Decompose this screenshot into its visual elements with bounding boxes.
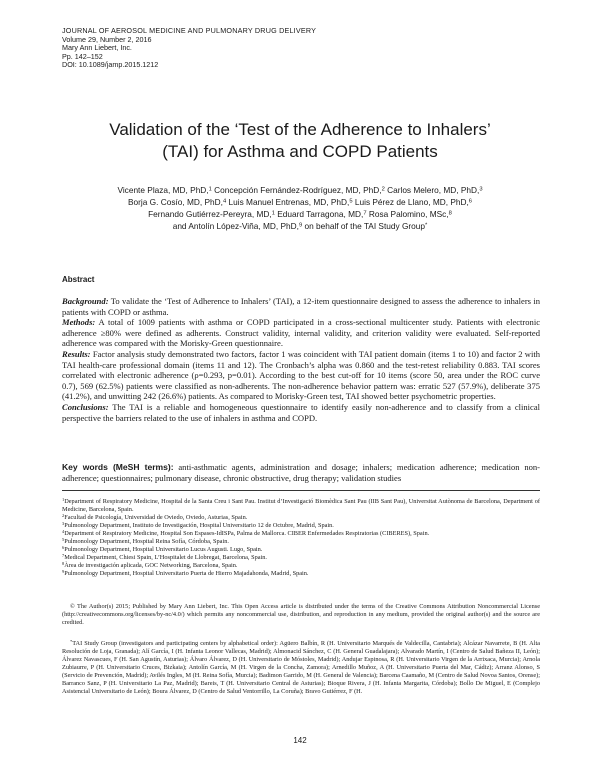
author-affiliation-sup: 1 [208,186,212,193]
abstract-body [62,296,540,423]
section-label: Methods: [62,317,96,328]
study-group-marker: * [425,222,428,229]
affiliation-text: Pulmonology Department, Hospital Reina Sofía, Córdoba, Spain. [64,538,229,546]
author-affiliation-sup: 7 [363,210,367,217]
section-text: The TAI is a reliable and homogeneous questionnaire to identify easily non-adherence and to classify from a clinical perspective the barriers related to the use of inhalers in asthma and COPD. [62,401,540,423]
author-line-4 [70,220,530,232]
author-name: Luis Manuel Entrenas, MD, PhD, [226,197,350,208]
section-text: To validate the ‘Test of Adherence to Inhalers’ (TAI), a 12-item questionnaire designed to assess the adherence to inhalers in patients with COPD or asthma. [62,296,540,317]
affiliation-sup: 5 [62,537,65,543]
author-name: Eduard Tarragona, MD, [274,209,364,220]
footnote-divider [62,490,540,491]
study-group-text: TAI Study Group (investigators and participating centers by alphabetical order): Agüero Balbín, R (H. Universitario Marqués de Valdecilla, Cantabria); Alcázar Navarrete, B (H. Alta Resolución de Loja, Granada); Alí García, I (H. Infanta Leonor Vallecas, Madrid); Almonacid Sánchez, C (H. General Guadalajara); Alvarado Martín, I (Centro de Salud Bañeza II, León); Álvarez Navascues, F (H. San Agustín, Asturias); Álvaro Álvarez, D (H. Universitario de Móstoles, Madrid); Andujar Espinosa, R (H. Universitario Virgen de la Arrixaca, Murcia); Arnola Zubiaurre, P (H. Universitario Cruces, Bizkaia); Antolín García, M (H. Virgen de la Concha, Zamora); Arnedillo Muñoz, A (H. Universitario Puerta del Mar, Cádiz); Arranz Alonso, S (Servicio de Prevención, Madrid); Avilés Ingles, M (H. Reina Sofía, Murcia); Badimon Garrido, M (H. General de Valencia); Barcena Caamaño, M (Centro de Salud Novoa Santos, Orense); Barranco Sanz, P (H. Universitario La Paz, Madrid); Bareis, T (H. Universitario Central de Asturias); Bioque Rivera, J (H. Infanta Margarita, Córdoba); Bollo De Miguel, E (Complejo Asistencial Universitario de León); Boura Álvarez, D (Centro de Salud Ventorrillo, La Coruña); Bravo Gutiérrez, F (H. [62,640,540,696]
keywords-text: anti-asthmatic agents, administration and dosage; inhalers; medication adherence; medication non-adherence; questionnaires; pulmonary disease, chronic obstructive, drug therapy; validation studies [62,462,540,483]
journal-volume: Volume 29, Number 2, 2016 [62,34,152,44]
journal-name: JOURNAL OF AEROSOL MEDICINE AND PULMONARY DRUG DELIVERY [62,26,317,35]
author-affiliation-sup: 8 [448,210,452,217]
section-label: Background: [62,296,109,306]
author-affiliation-sup: 2 [381,186,385,193]
affiliation-sup: 9 [62,569,65,575]
author-name: Borja G. Cosío, MD, PhD, [127,197,223,208]
author-name: Vicente Plaza, MD, PhD, [117,185,209,195]
author-name: Concepción Fernández-Rodríguez, MD, PhD, [211,185,382,195]
abstract-conclusions [62,402,540,423]
author-affiliation-sup: 9 [298,222,303,229]
author-affiliation-sup: 3 [479,186,483,193]
title-line-2: (TAI) for Asthma and COPD Patients [162,142,438,161]
affiliations [62,498,540,578]
author-line-2 [70,196,530,208]
affiliation-sup: 7 [62,553,65,559]
affiliation-item [62,514,540,522]
title-line-1: Validation of the ‘Test of the Adherence to Inhalers’ [109,120,491,139]
keywords [62,462,540,483]
abstract-heading: Abstract [62,275,95,284]
author-name: Rosa Palomino, MSc, [366,209,449,220]
study-group-marker: * [70,639,73,645]
affiliation-text: Pulmonology Department, Instituto de Investigación, Hospital Universitario 12 de Octubre, Madrid, Spain. [64,522,334,530]
author-affiliation-sup: 6 [468,198,473,205]
author-name: Luis Pérez de Llano, MD, PhD, [352,197,469,208]
affiliation-text: Department of Respiratory Medicine, Hospital de la Santa Creu i Sant Pau. Institut d’Investigació Biomèdica Sant Pau (IIB Sant Pau), Universitat Autònoma de Barcelona, Department of Medicine, Barcelona, Spain. [62,498,540,514]
abstract-background [62,296,540,317]
abstract-methods [62,317,540,349]
affiliation-text: Àrea de investigación aplicada, GOC Networking, Barcelona, Spain. [64,562,238,570]
journal-header [62,27,316,70]
study-group-credit: on behalf of the TAI Study Group [302,221,426,232]
section-label: Results: [62,348,91,359]
article-title [60,119,540,163]
author-name: and Antolín López-Viña, MD, PhD, [172,221,299,232]
author-list [70,184,530,232]
journal-publisher: Mary Ann Liebert, Inc. [62,43,132,53]
affiliation-sup: 1 [62,497,65,503]
affiliation-sup: 4 [62,529,65,535]
section-label: Conclusions: [62,401,109,412]
section-text: Factor analysis study demonstrated two factors, factor 1 was coincident with TAI patient domain (items 1 to 10) and factor 2 with TAI health-care professional domain (items 11 and 12). The Cronbach’s alpha was 0.860 and the test-retest reliability 0.883. TAI scores correlated with electronic adherence (ρ=0.293, p=0.01). According to the best cut-off for 10 items (score 50, area under the ROC curve 0.7), 569 (62.5%) patients were classified as non-adherents. The non-adherence behavior pattern was: erratic 527 (57.9%), deliberate 375 (41.2%), and unwitting 242 (26.6%) patients. As compared to Morisky-Green test, TAI showed better psychometric properties. [62,348,540,402]
author-name: Fernando Gutiérrez-Pereyra, MD, [148,209,272,220]
journal-doi: DOI: 10.1089/jamp.2015.1212 [62,60,159,70]
affiliation-sup: 8 [62,561,65,567]
keywords-label: Key words (MeSH terms): [62,462,174,472]
section-text: A total of 1009 patients with asthma or COPD participated in a cross-sectional multicenter study. Patients with electronic adherence ≥80% were defined as adherents. Construct validity, internal validity, and criterion validity were evaluated. Self-reported adherence was compared with the Morisky-Green questionnaire. [62,317,540,349]
affiliation-text: Pulmonology Department, Hospital Universitario Lucus Augusti. Lugo, Spain. [64,546,263,554]
page-number: 142 [293,736,307,745]
affiliation-item [62,522,540,530]
license-statement: © The Author(s) 2015; Published by Mary Ann Liebert, Inc. This Open Access article is distributed under the terms of the Creative Commons Attribution Noncommercial License (http://creativecommons.org/licenses/by-nc/4.0/) which permits any noncommercial use, distribution, and reproduction in any medium, provided the original author(s) and the source are credited. [62,603,540,627]
author-name: Carlos Melero, MD, PhD, [384,185,480,195]
affiliation-item [62,570,540,578]
journal-pages: Pp. 142–152 [62,51,103,61]
affiliation-sup: 6 [62,545,65,551]
author-line-3 [70,208,530,220]
study-group-footnote [62,640,540,696]
affiliation-text: Medical Department, Chiesi Spain, L’Hospitalet de Llobregat, Barcelona, Spain. [64,554,267,562]
affiliation-sup: 2 [62,513,65,519]
author-line-1 [70,184,530,196]
author-affiliation-sup: 4 [222,198,227,205]
abstract-results [62,349,540,402]
affiliation-item [62,498,540,514]
affiliation-text: Facultad de Psicología, Universidad de Oviedo, Oviedo, Asturias, Spain. [64,514,248,522]
author-affiliation-sup: 5 [349,198,353,205]
affiliation-sup: 3 [62,521,65,527]
author-affiliation-sup: 1 [271,210,275,217]
affiliation-text: Department of Respiratory Medicine, Hospital Son Espases-IdISPa, Palma de Mallorca. CIBER Enfermedades Respiratorias (CIBERES), Spain. [64,530,430,538]
affiliation-text: Pulmonology Department, Hospital Universitario Puerta de Hierro Majadahonda, Madrid, Spain. [64,570,309,578]
